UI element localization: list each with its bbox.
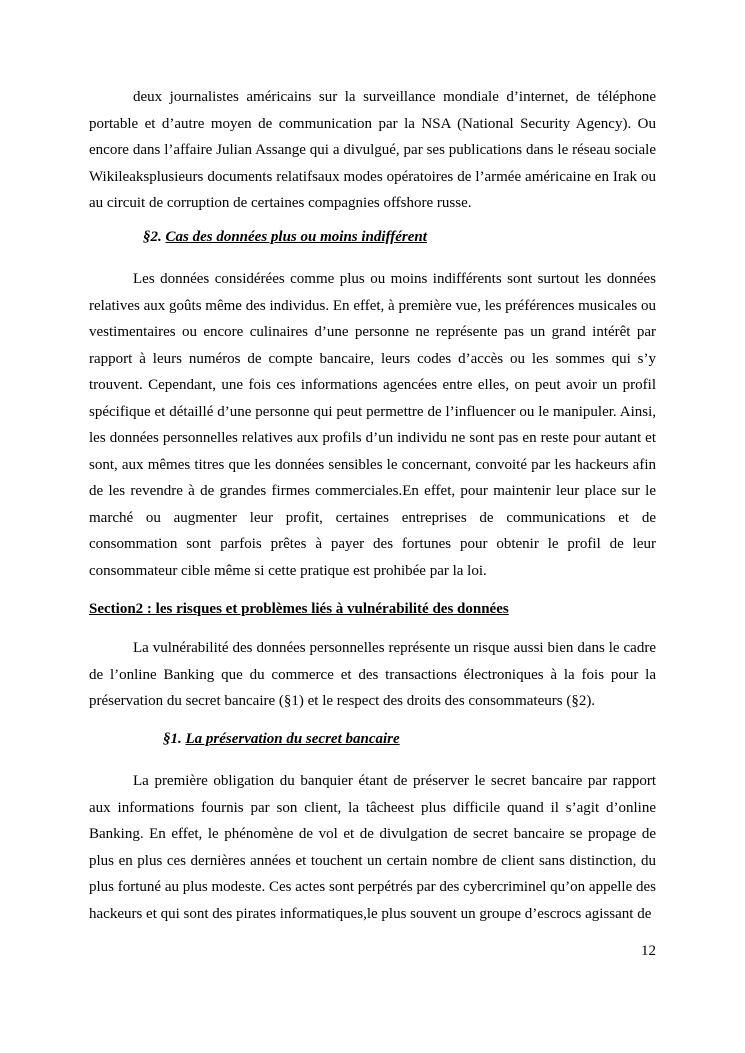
page-number: 12 bbox=[641, 943, 656, 959]
section-heading-risques: Section2 : les risques et problèmes liés à vulnérabilité des données bbox=[89, 601, 509, 617]
paragraph-donnees-indifferentes: Les données considérées comme plus ou moins indifférents sont surtout les données relatives aux goûts même des individus. En effet, à première vue, les préférences musicales ou vestimentaires ou encore culinaires d’une personne ne représente pas un grand intérêt par rapport à leurs numéros de compte bancaire, leurs codes d’accès ou les sommes qui s’y trouvent. Cependant, une fois ces informations agencées entre elles, on peut avoir un profil spécifique et détaillé d’une personne qui peut permettre de l’influencer ou le manipuler. Ainsi, les données personnelles relatives aux profils d’un individu ne sont pas en reste pour autant et sont, aux mêmes titres que les données sensibles le concernant, convoité par les hackeurs afin de les revendre à de grandes firmes commerciales.En effet, pour maintenir leur place sur le marché ou augmenter leur profit, certaines entreprises de communications et de consommation sont parfois prêtes à payer des fortunes pour obtenir le profil de leur consommateur cible même si cette pratique est prohibée par la loi. bbox=[89, 271, 656, 579]
subheading-secret-bancaire bbox=[163, 731, 400, 748]
paragraph-vulnerabilite: La vulnérabilité des données personnelles représente un risque aussi bien dans le cadre de l’online Banking que du commerce et des transactions électroniques à la fois pour la préservation du secret bancaire (§1) et le respect des droits des consommateurs (§2). bbox=[89, 640, 656, 709]
subheading-title: La préservation du secret bancaire bbox=[185, 731, 400, 747]
paragraph-nsa-assange: deux journalistes américains sur la surveillance mondiale d’internet, de téléphone portable et d’autre moyen de communication par la NSA (National Security Agency). Ou encore dans l’affaire Julian Assange qui a divulgué, par ses publications dans le réseau sociale Wikileaksplusieurs documents relatifsaux modes opératoires de l’armée américaine en Irak ou au circuit de corruption de certaines compagnies offshore russe. bbox=[89, 89, 656, 211]
paragraph-secret-bancaire: La première obligation du banquier étant de préserver le secret bancaire par rapport aux informations fournis par son client, la tâcheest plus difficile quand il s’agit d’online Banking. En effet, le phénomène de vol et de divulgation de secret bancaire se propage de plus en plus ces dernières années et touchent un certain nombre de client sans distinction, du plus fortuné au plus modeste. Ces actes sont perpétrés par des cybercriminel qu’on appelle des hackeurs et qui sont des pirates informatiques,le plus souvent un groupe d’escrocs agissant de bbox=[89, 773, 656, 922]
subheading-number: §2. bbox=[143, 229, 162, 245]
subheading-donnees-indifferentes bbox=[143, 229, 427, 246]
subheading-title: Cas des données plus ou moins indifférent bbox=[165, 229, 427, 245]
subheading-number: §1. bbox=[163, 731, 182, 747]
